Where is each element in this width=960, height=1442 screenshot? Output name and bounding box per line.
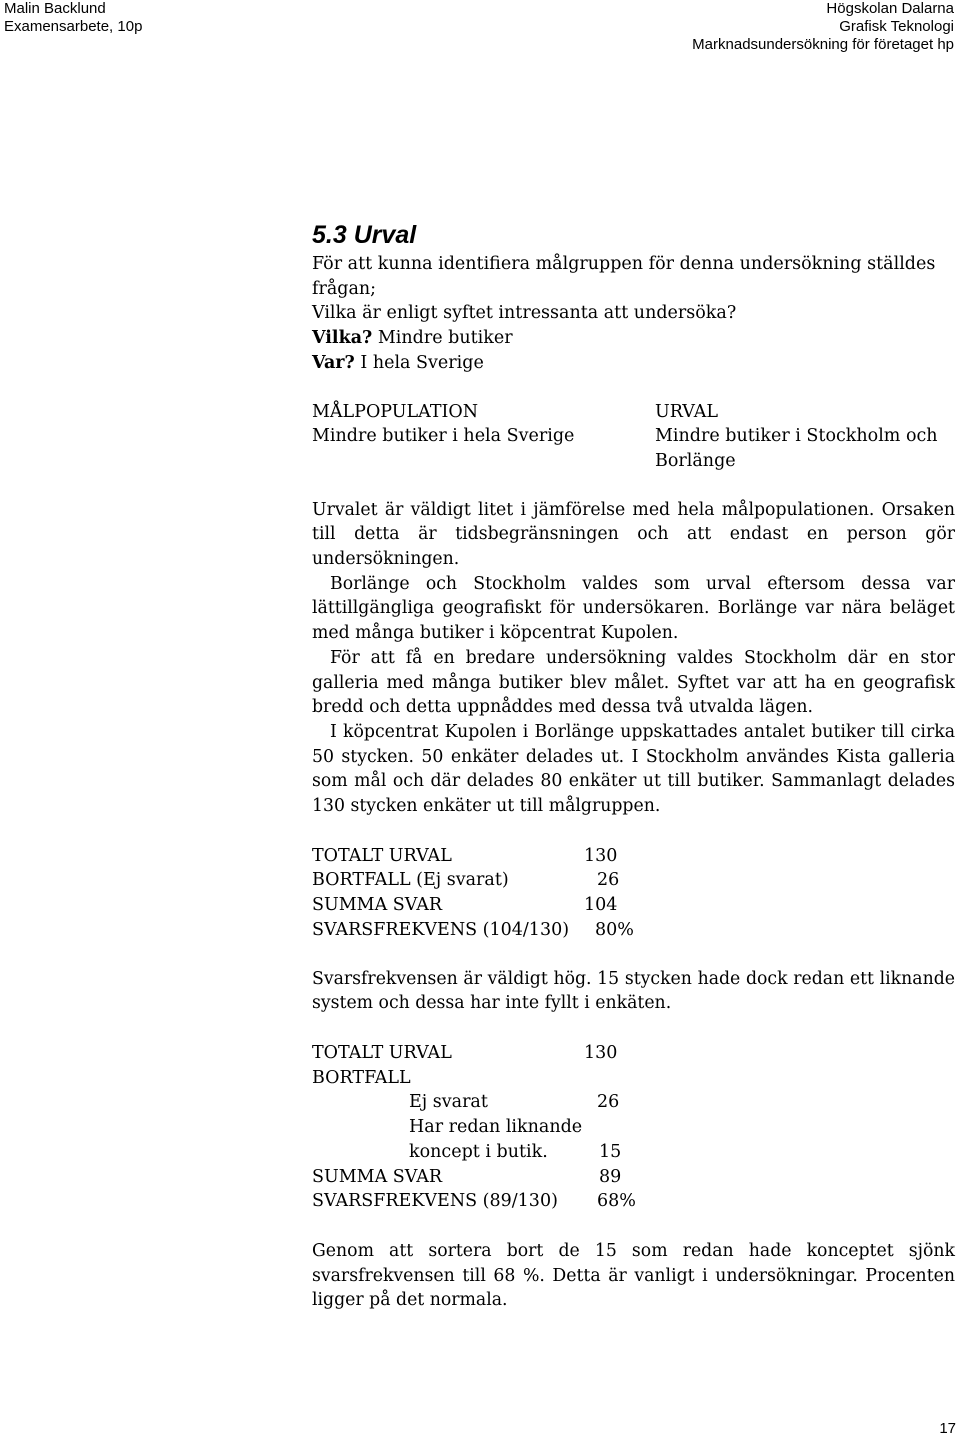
population-column xyxy=(312,400,655,474)
page-number: 17 xyxy=(939,1420,956,1437)
table-row xyxy=(312,868,634,893)
question-var-answer: I hela Sverige xyxy=(354,352,484,373)
table-cell-value: 26 xyxy=(597,1092,620,1113)
course-name: Examensarbete, 10p xyxy=(4,18,143,35)
table-row xyxy=(312,1140,636,1165)
table-cell-label: TOTALT URVAL xyxy=(312,845,452,866)
question-var xyxy=(312,351,955,376)
table-cell-label: BORTFALL (Ej svarat) xyxy=(312,870,509,891)
table-cell-label: BORTFALL xyxy=(312,1067,411,1088)
page-content xyxy=(312,218,955,1313)
page-header-right xyxy=(692,0,954,54)
paragraph-2: Borlänge och Stockholm valdes som urval eftersom dessa var lättillgängliga geografiskt för undersökaren. Borlänge var nära beläget med många butiker i köpcentrat Kupolen. xyxy=(312,573,955,644)
table-cell-value: 104 xyxy=(584,895,618,916)
question-vilka-answer: Mindre butiker xyxy=(372,328,513,349)
sample-column xyxy=(655,400,945,474)
table-row xyxy=(312,1041,636,1066)
table-cell-label: koncept i butik. xyxy=(409,1141,548,1162)
table-cell-value: 26 xyxy=(597,870,620,891)
table-cell-label: SUMMA SVAR xyxy=(312,895,443,916)
author-name: Malin Backlund xyxy=(4,0,106,17)
table-cell-value: 15 xyxy=(599,1141,622,1162)
intro-question: För att kunna identifiera målgruppen för denna undersökning ställdes frågan; xyxy=(312,254,936,299)
question-vilka-label: Vilka? xyxy=(312,328,373,349)
question-var-label: Var? xyxy=(312,352,355,373)
table-cell-label: TOTALT URVAL xyxy=(312,1042,452,1063)
body-text xyxy=(312,498,955,819)
paragraph-1: Urvalet är väldigt litet i jämförelse med hela målpopulationen. Orsaken till detta är tidsbegränsningen och att endast en person gör undersökningen. xyxy=(312,499,955,570)
comparison-columns xyxy=(312,400,955,474)
table-row xyxy=(312,1066,636,1091)
question-vilka xyxy=(312,326,955,351)
table-cell-label: Har redan liknande xyxy=(409,1117,583,1138)
response-table-1 xyxy=(312,844,634,943)
table-row xyxy=(312,893,634,918)
table-cell-value: 130 xyxy=(584,1042,618,1063)
school-name: Högskolan Dalarna xyxy=(826,0,954,17)
paragraph-5: Svarsfrekvensen är väldigt hög. 15 stycken hade dock redan ett liknande system och dessa har inte fyllt i enkäten. xyxy=(312,968,955,1014)
table-row xyxy=(312,918,634,943)
table-row xyxy=(312,1189,636,1214)
table-cell-value: 89 xyxy=(599,1166,622,1187)
table-row xyxy=(312,1165,636,1190)
table-cell-label: SUMMA SVAR xyxy=(312,1166,443,1187)
paragraph-3: För att få en bredare undersökning valdes Stockholm där en stor galleria med många butiker blev målet. Syftet var att ha en geografisk bredd och detta uppnåddes med dessa två utvalda lägen. xyxy=(312,647,955,718)
table-cell-value: 130 xyxy=(584,845,618,866)
paragraph-4: I köpcentrat Kupolen i Borlänge uppskattades antalet butiker till cirka 50 stycken. 50 enkäter delades ut. I Stockholm användes Kista galleria som mål och där delades 80 enkäter ut till butiker. Sammanlagt delades 130 stycken enkäter ut till målgruppen. xyxy=(312,721,955,817)
table-row xyxy=(312,844,634,869)
table-row xyxy=(312,1115,636,1140)
population-text: Mindre butiker i hela Sverige xyxy=(312,426,575,447)
paragraph-6: Genom att sortera bort de 15 som redan hade konceptet sjönk svarsfrekvensen till 68 %. Detta är vanligt i undersökningar. Procenten ligger på det normala. xyxy=(312,1240,955,1311)
response-table-2 xyxy=(312,1041,636,1214)
table-cell-value: 68% xyxy=(597,1191,636,1212)
table-cell-label: SVARSFREKVENS (89/130) xyxy=(312,1191,558,1212)
sample-heading: URVAL xyxy=(655,401,719,422)
page-header-left xyxy=(4,0,142,36)
section-title: 5.3 Urval xyxy=(312,221,417,249)
report-title: Marknadsundersökning för företaget hp xyxy=(692,36,954,53)
sample-text: Mindre butiker i Stockholm och Borlänge xyxy=(655,426,938,471)
program-name: Grafisk Teknologi xyxy=(839,18,954,35)
table-cell-label: Ej svarat xyxy=(409,1092,488,1113)
table-cell-label: SVARSFREKVENS (104/130) xyxy=(312,919,570,940)
table-row xyxy=(312,1090,636,1115)
table-cell-value: 80% xyxy=(595,919,634,940)
population-heading: MÅLPOPULATION xyxy=(312,401,479,422)
intro-sub-question: Vilka är enligt syftet intressanta att undersöka? xyxy=(312,303,737,324)
